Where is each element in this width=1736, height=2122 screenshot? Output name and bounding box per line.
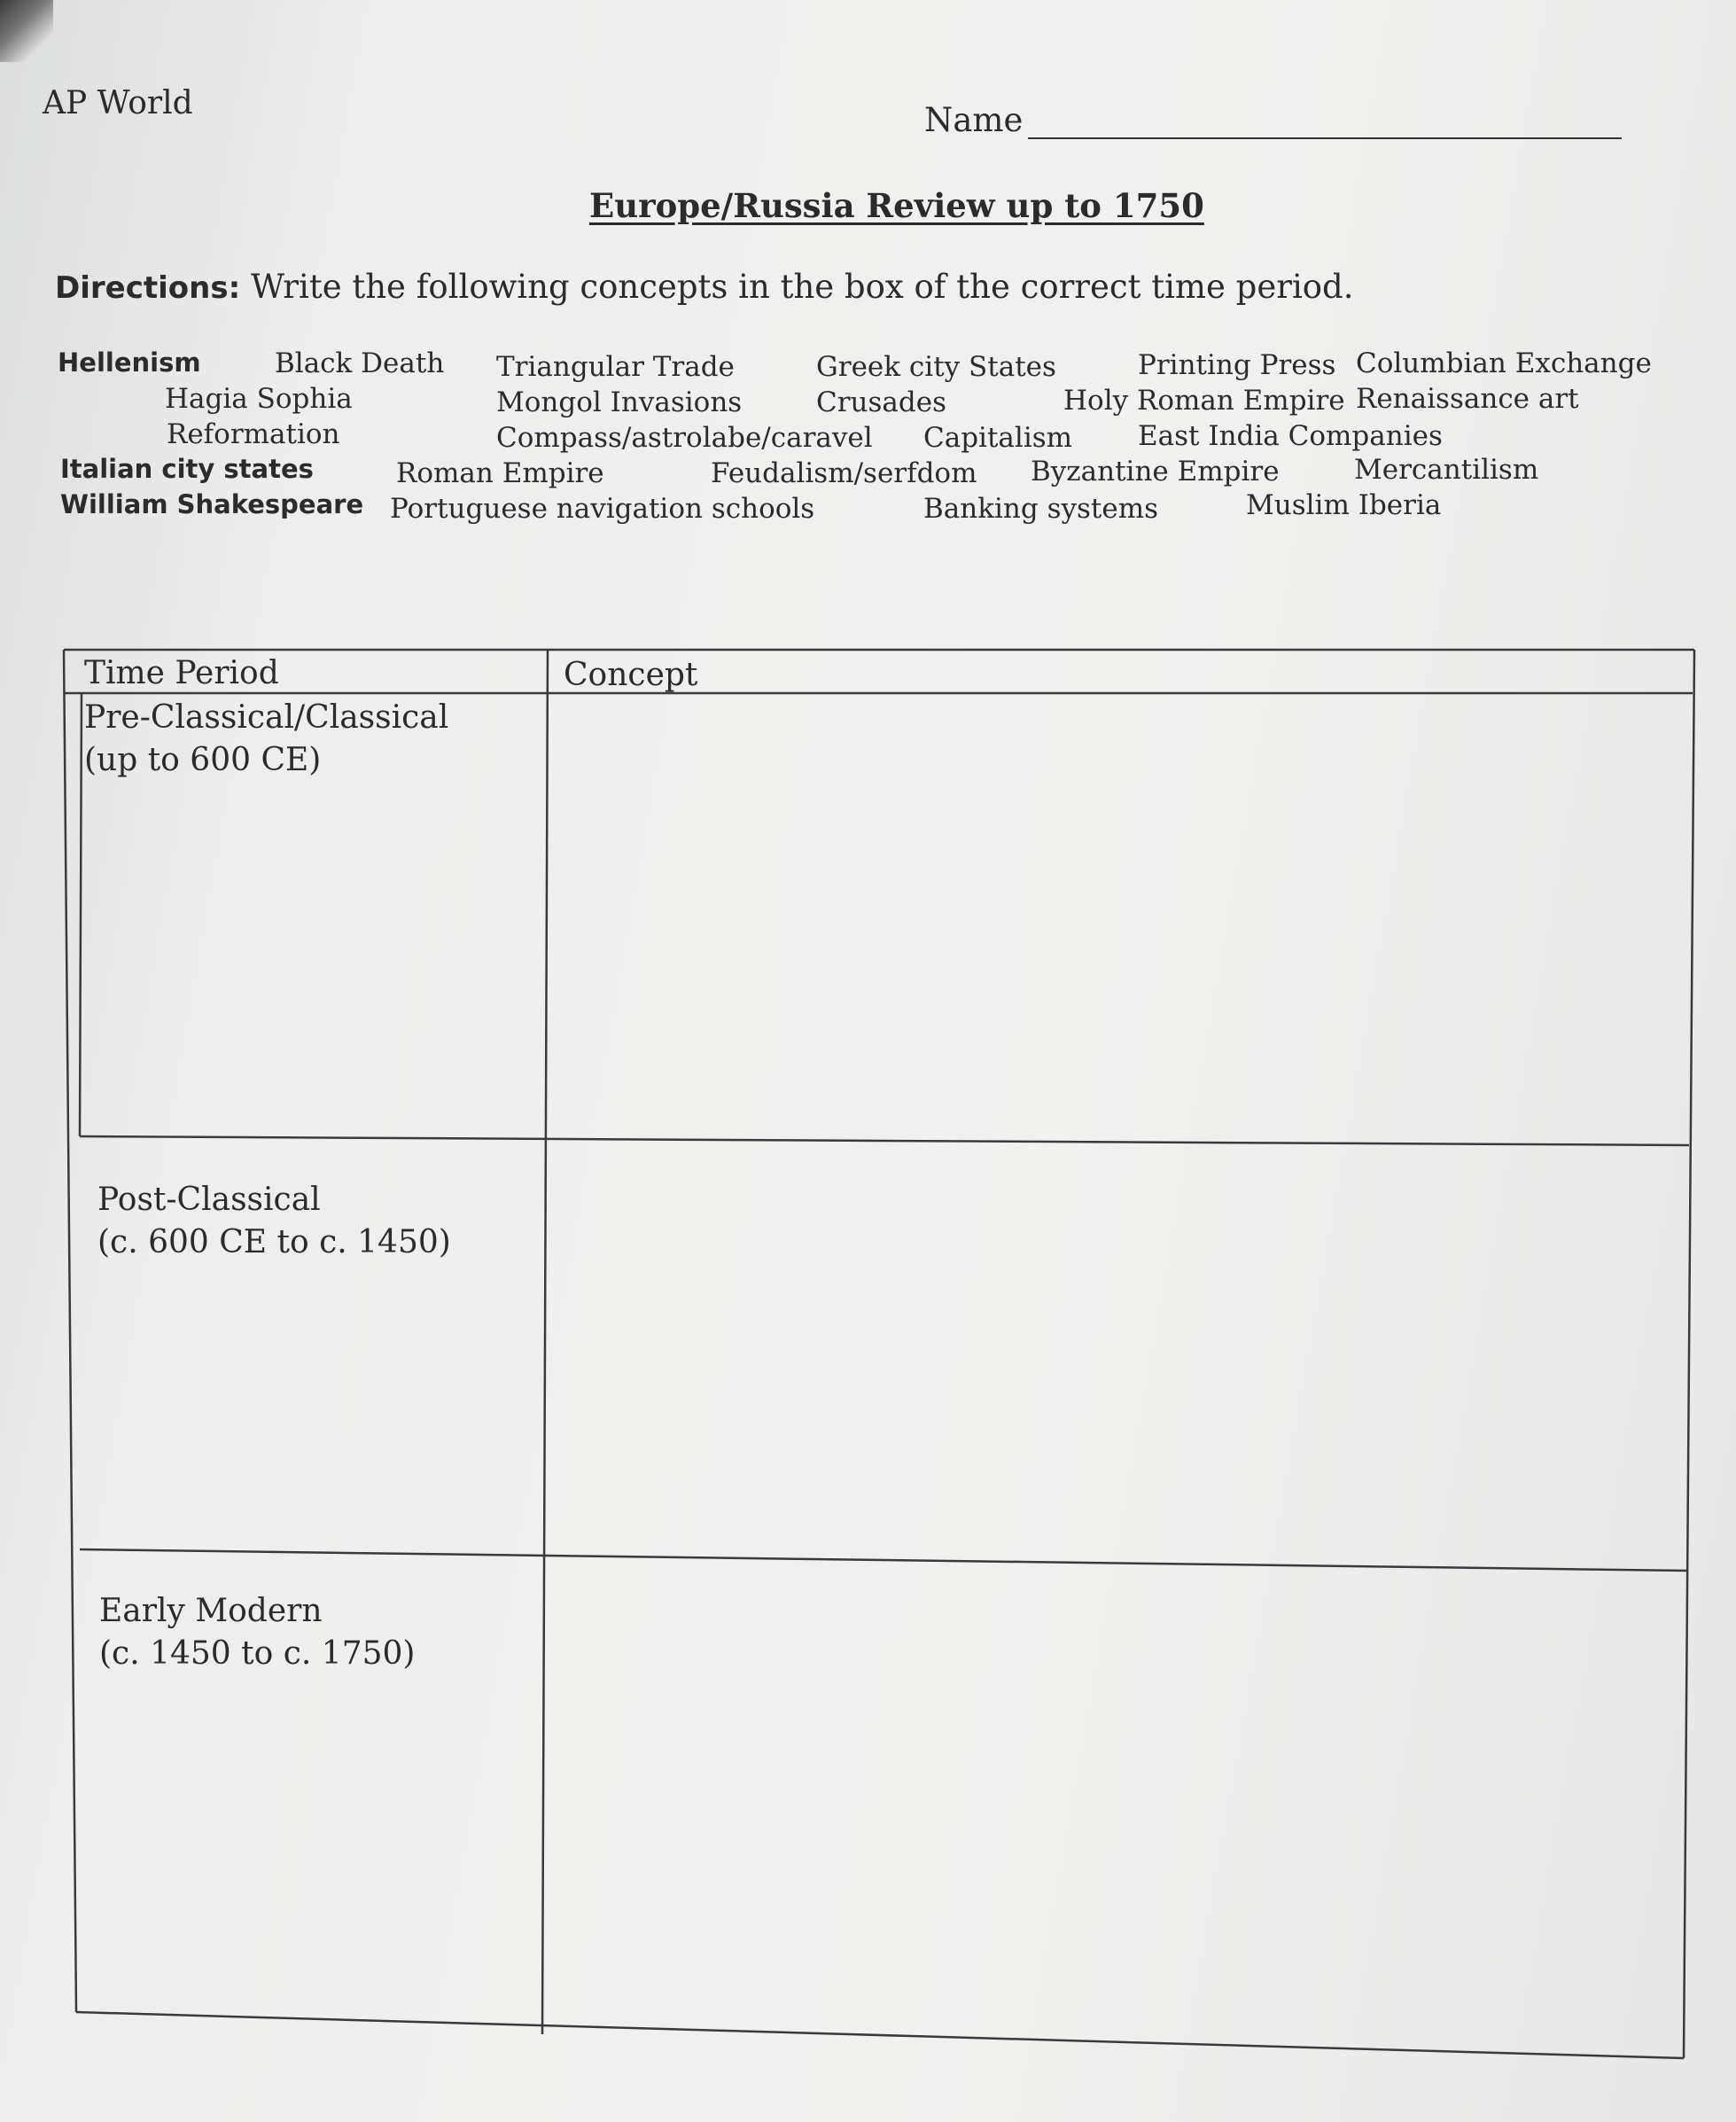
concept-item: Banking systems: [923, 493, 1159, 525]
directions-text: Write the following concepts in the box of the correct time period.: [250, 268, 1354, 306]
period-name: Early Modern: [99, 1593, 323, 1629]
concept-item: Black Death: [275, 347, 445, 379]
concept-item: Greek city States: [816, 351, 1056, 383]
concept-cell-postclassical[interactable]: [549, 1143, 1687, 1551]
concept-item: William Shakespeare: [60, 489, 364, 519]
table-left-border: [64, 650, 76, 2012]
concept-item: Mercantilism: [1354, 454, 1539, 486]
row-preclassical: [84, 697, 448, 782]
period-range: (c. 1450 to c. 1750): [99, 1635, 416, 1672]
concept-item: Capitalism: [923, 422, 1073, 454]
row-early-modern: [99, 1590, 415, 1675]
concept-item: Printing Press: [1138, 349, 1336, 381]
concept-item: East India Companies: [1138, 420, 1443, 452]
concept-item: Reformation: [167, 418, 340, 450]
course-label: AP World: [43, 85, 193, 121]
concept-item: Holy Roman Empire: [1063, 385, 1345, 417]
concept-item: Hagia Sophia: [165, 383, 353, 415]
name-label: Name: [924, 101, 1024, 139]
header-time-period: Time Period: [84, 655, 279, 691]
concept-item: Feudalism/serfdom: [711, 457, 977, 489]
period-name: Post-Classical: [97, 1182, 321, 1218]
period-range: (up to 600 CE): [84, 742, 322, 778]
concept-item: Roman Empire: [396, 457, 604, 489]
concept-item: Compass/astrolabe/caravel: [496, 422, 873, 454]
period-name: Pre-Classical/Classical: [84, 699, 449, 736]
concept-cell-preclassical[interactable]: [551, 697, 1689, 1135]
concept-item: Muslim Iberia: [1246, 489, 1442, 521]
page-title: Europe/Russia Review up to 1750: [589, 186, 1204, 225]
concept-item: Hellenism: [58, 347, 201, 378]
concept-item: Columbian Exchange: [1356, 347, 1652, 379]
concept-item: Renaissance art: [1356, 383, 1579, 415]
period-range: (c. 600 CE to c. 1450): [97, 1224, 451, 1260]
directions-label: Directions:: [55, 270, 241, 306]
concept-item: Mongol Invasions: [496, 386, 743, 418]
header-concept: Concept: [564, 657, 698, 693]
concept-item: Crusades: [816, 386, 946, 418]
row1-left-border: [80, 693, 82, 1136]
concept-item: Portuguese navigation schools: [390, 493, 815, 525]
row-postclassical: [97, 1179, 451, 1264]
concept-cell-early-modern[interactable]: [548, 1562, 1682, 2032]
concept-item: Byzantine Empire: [1031, 456, 1280, 488]
concept-item: Triangular Trade: [496, 351, 735, 383]
concept-item: Italian city states: [60, 454, 314, 484]
